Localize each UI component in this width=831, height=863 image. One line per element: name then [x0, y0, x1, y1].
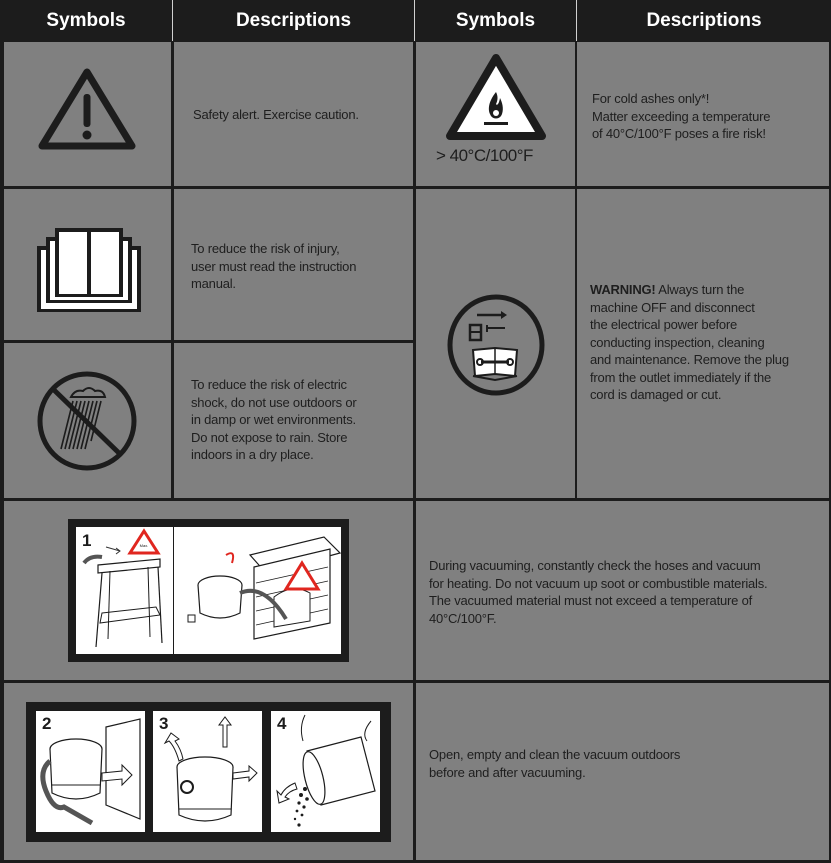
- description-line: For cold ashes only*!: [592, 91, 710, 106]
- unplug-warning-description: [590, 281, 789, 404]
- description-line: the electrical power before: [590, 317, 738, 332]
- cold-ashes-description: [592, 90, 770, 143]
- description-line: of 40°C/100°F poses a fire risk!: [592, 126, 766, 141]
- description-line: indoors in a dry place.: [191, 447, 314, 462]
- description-line: in damp or wet environments.: [191, 412, 356, 427]
- description-line: Do not expose to rain. Store: [191, 429, 348, 445]
- warning-label: WARNING!: [590, 282, 656, 297]
- step-number: 2: [42, 714, 52, 733]
- description-line: machine OFF and disconnect: [590, 299, 755, 315]
- description-line: The vacuumed material must not exceed a temperature of: [429, 593, 753, 608]
- description-line: user must read the instruction: [191, 258, 357, 274]
- description-line: manual.: [191, 276, 236, 291]
- unplug-maintenance-icon: [443, 292, 549, 398]
- open-vacuum-icon: [153, 711, 262, 832]
- empty-ash-icon: [271, 711, 380, 832]
- vacuum-outdoors-icon: [36, 711, 145, 832]
- cleaning-illustration: [26, 702, 391, 842]
- description-line: conducting inspection, cleaning: [590, 334, 765, 350]
- symbol-cell-unplug: [416, 189, 575, 498]
- header-divider: [414, 0, 415, 41]
- description-line: for heating. Do not vacuum up soot or combustible materials.: [429, 575, 768, 591]
- symbol-cell-flammable: [416, 42, 575, 186]
- no-rain-icon: [35, 369, 139, 473]
- header-symbols-2: Symbols: [415, 0, 576, 41]
- description-cell-flammable: [577, 42, 829, 186]
- description-line: Matter exceeding a temperature: [592, 108, 771, 124]
- step-number: 1: [82, 531, 92, 550]
- cleaning-description: [429, 746, 680, 781]
- illustration-cell-vacuuming: [4, 501, 413, 680]
- read-manual-icon: [35, 226, 143, 316]
- illustration-panel-1: [76, 527, 173, 654]
- illustration-panel-4: [271, 711, 380, 832]
- description-line: During vacuuming, constantly check the hoses and vacuum: [429, 558, 761, 573]
- read-manual-description: [191, 240, 356, 293]
- description-cell-vacuuming: [416, 501, 829, 680]
- illustration-cell-cleaning: [4, 683, 413, 860]
- symbol-cell-read-manual: [4, 189, 171, 340]
- grill-ash-icon: [76, 527, 173, 654]
- max-temp-badge: Max.: [139, 543, 149, 548]
- safety-alert-description: Safety alert. Exercise caution.: [193, 107, 359, 122]
- step-number: 4: [277, 714, 287, 733]
- description-line: To reduce the risk of injury,: [191, 241, 340, 256]
- description-text: Always turn the: [655, 282, 745, 297]
- vacuuming-illustration: [68, 519, 349, 662]
- temperature-label: > 40°C/100°F: [436, 146, 533, 165]
- step-number: 3: [159, 714, 169, 733]
- description-line: cord is damaged or cut.: [590, 387, 722, 402]
- symbol-cell-safety-alert: [4, 42, 171, 186]
- header-divider: [172, 0, 173, 41]
- illustration-panel-3: [153, 711, 262, 832]
- description-line: [590, 281, 789, 299]
- description-line: To reduce the risk of electric: [191, 377, 347, 392]
- illustration-panel-2: [36, 711, 145, 832]
- symbol-cell-no-rain: [4, 343, 171, 498]
- header-descriptions-1: Descriptions: [173, 0, 414, 41]
- description-cell-read-manual: [174, 189, 413, 340]
- header-descriptions-2: Descriptions: [577, 0, 831, 41]
- description-line: before and after vacuuming.: [429, 764, 586, 780]
- header-symbols-1: Symbols: [0, 0, 172, 41]
- description-line: and maintenance. Remove the plug: [590, 352, 789, 367]
- description-line: Open, empty and clean the vacuum outdoors: [429, 747, 681, 762]
- description-line: shock, do not use outdoors or: [191, 394, 357, 410]
- no-rain-description: [191, 376, 356, 464]
- header-divider: [576, 0, 577, 41]
- fireplace-vacuum-icon: [174, 527, 341, 654]
- illustration-panel-1b: [174, 527, 341, 654]
- description-cell-cleaning: [416, 683, 829, 860]
- description-cell-safety-alert: [174, 42, 413, 186]
- description-cell-no-rain: [174, 343, 413, 498]
- warning-triangle-icon: [37, 66, 137, 152]
- vacuuming-description: [429, 557, 767, 627]
- description-line: from the outlet immediately if the: [590, 369, 772, 385]
- description-cell-unplug: [577, 189, 829, 498]
- description-line: 40°C/100°F.: [429, 610, 497, 626]
- flammable-warning-icon: [444, 52, 548, 144]
